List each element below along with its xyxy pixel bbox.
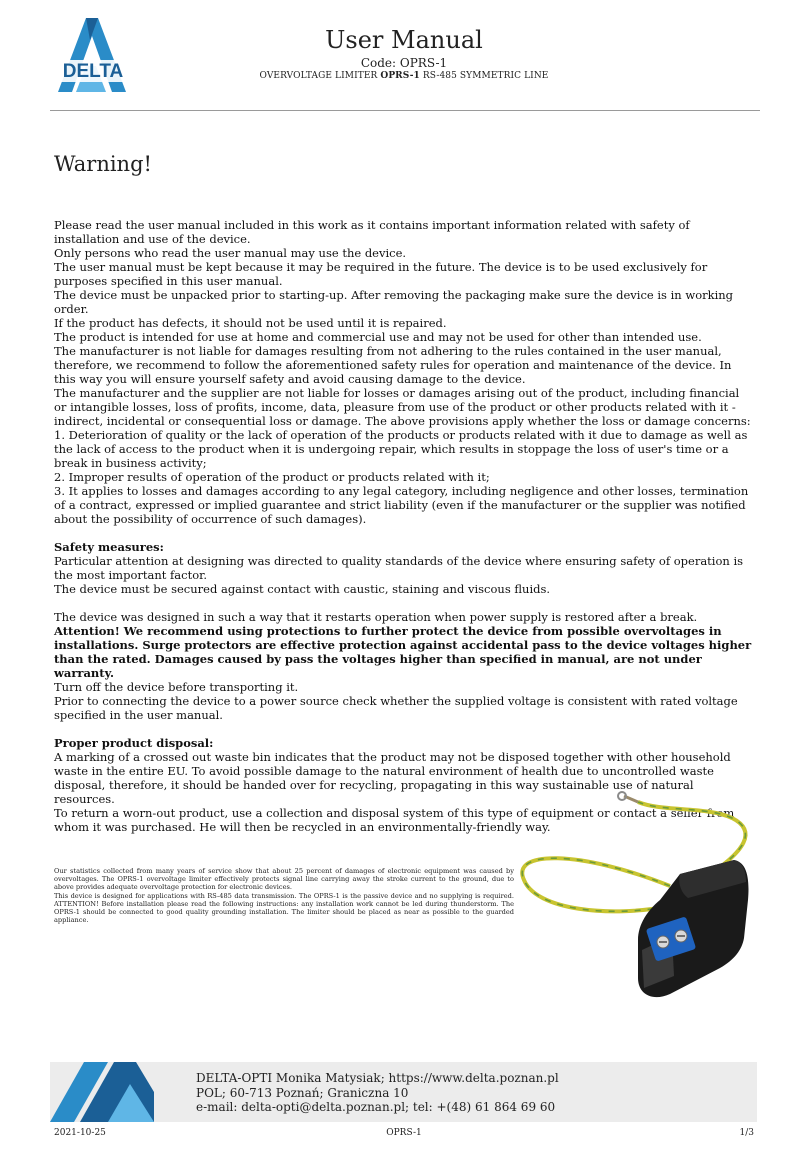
address-line: POL; 60-713 Poznań; Graniczna 10 bbox=[196, 1085, 409, 1100]
disposal-heading: Proper product disposal: bbox=[54, 736, 214, 750]
warning-paragraph: The device must be unpacked prior to starting-up. After removing the packaging make sure the device is in working order. bbox=[54, 288, 734, 316]
company-contact bbox=[196, 1071, 559, 1115]
warning-paragraph: 2. Improper results of operation of the product or products related with it; bbox=[54, 470, 490, 484]
warning-paragraph: Only persons who read the user manual may use the device. bbox=[54, 246, 407, 260]
logo-text: DELTA bbox=[62, 61, 124, 82]
attention-notice: Attention! We recommend using protections to further protect the device from possible overvoltages in installations. Surge protectors are effective protection against accidental pass to the device voltages higher than the rated. Damages caused by pass the voltages higher than specified in manual, are not under warranty. bbox=[54, 624, 752, 680]
description-paragraph: Our statistics collected from many years of service show that about 25 percent of damages of electronic equipment was caused by overvoltages. The OPRS-1 overvoltage limiter effectively protects signal line carrying away the stroke current to the ground, due to above provides adequate overvoltage protection for electronic devices. bbox=[54, 867, 514, 892]
safety-paragraph: The device must be secured against contact with caustic, staining and viscous fluids. bbox=[54, 582, 551, 596]
document-title: User Manual bbox=[325, 26, 483, 54]
warning-paragraph: 3. It applies to losses and damages according to any legal category, including negligence and other losses, termination of a contract, expressed or implied guarantee and strict liability (even if the manufacturer or the supplier was notified about the possibility of occurrence of such damages). bbox=[54, 484, 749, 526]
warning-heading: Warning! bbox=[54, 152, 152, 176]
footer-product-code: OPRS-1 bbox=[386, 1128, 422, 1138]
warning-paragraph: 1. Deterioration of quality or the lack of operation of the products or products related with it due to damage as well as the lack of access to the product when it is undergoing repair, which results in stoppage the loss of user's time or a break in business activity; bbox=[54, 428, 748, 470]
product-subtitle: OVERVOLTAGE LIMITER OPRS-1 RS-485 SYMMETRIC LINE bbox=[259, 71, 549, 81]
page-number: 1/3 bbox=[739, 1128, 754, 1138]
warning-paragraph: The manufacturer is not liable for damages resulting from not adhering to the rules contained in the user manual, therefore, we recommend to follow the aforementioned safety rules for operation and maintenance of the device. In this way you will ensure yourself safety and avoid causing damage to the device. bbox=[54, 344, 732, 386]
manual-body bbox=[54, 218, 754, 834]
product-image bbox=[520, 790, 758, 1002]
safety-paragraph: The device was designed in such a way that it restarts operation when power supply is restored after a break. bbox=[54, 610, 698, 624]
warning-paragraph: If the product has defects, it should not be used until it is repaired. bbox=[54, 316, 447, 330]
contact-line: e-mail: delta-opti@delta.poznan.pl; tel: +(48) 61 864 69 60 bbox=[196, 1100, 556, 1114]
warning-paragraph: The product is intended for use at home and commercial use and may not be used for other than intended use. bbox=[54, 330, 702, 344]
warning-paragraph: The manufacturer and the supplier are not liable for losses or damages arising out of the product, including financial or intangible losses, loss of profits, income, data, pleasure from use of the product or other products related with it - indirect, incidental or consequential loss or damage. The above provisions apply whether the loss or damage concerns: bbox=[54, 386, 751, 428]
product-code: Code: OPRS-1 bbox=[360, 56, 448, 70]
safety-paragraph: Particular attention at designing was directed to quality standards of the device where ensuring safety of operation is the most important factor. bbox=[54, 554, 744, 582]
product-description bbox=[54, 867, 514, 924]
safety-heading: Safety measures: bbox=[54, 540, 164, 554]
warning-paragraph: Please read the user manual included in this work as it contains important information related with safety of installation and use of the device. bbox=[54, 218, 690, 246]
disposal-paragraph: To return a worn-out product, use a collection and disposal system of this type of equipment or contact a seller from whom it was purchased. He will then be recycled in an environmentally-friendly way. bbox=[54, 806, 735, 834]
safety-paragraph: Turn off the device before transporting it. bbox=[54, 680, 299, 694]
warning-paragraph: The user manual must be kept because it may be required in the future. The device is to be used exclusively for purposes specified in this user manual. bbox=[54, 260, 708, 288]
footer-logo-mark bbox=[50, 1062, 154, 1122]
company-line: DELTA-OPTI Monika Matysiak; https://www.delta.poznan.pl bbox=[196, 1071, 559, 1085]
print-date: 2021-10-25 bbox=[54, 1128, 106, 1138]
header-divider bbox=[50, 110, 760, 111]
description-paragraph: This device is designed for applications with RS-485 data transmission. The OPRS-1 is the passive device and no supplying is required. ATTENTION! Before installation please read the following instructions: any installation work cannot be led during thunderstorm. The OPRS-1 should be connected to good quality grounding installation. The limiter should be placed as near as possible to the guarded appliance. bbox=[54, 891, 514, 925]
safety-paragraph: Prior to connecting the device to a power source check whether the supplied voltage is consistent with rated voltage specified in the user manual. bbox=[54, 694, 738, 722]
disposal-paragraph: A marking of a crossed out waste bin indicates that the product may not be disposed together with other household waste in the entire EU. To avoid possible damage to the natural environment of health due to uncontrolled waste disposal, therefore, it should be handed over for recycling, propagating in this way sustainable use of natural resources. bbox=[54, 750, 731, 806]
